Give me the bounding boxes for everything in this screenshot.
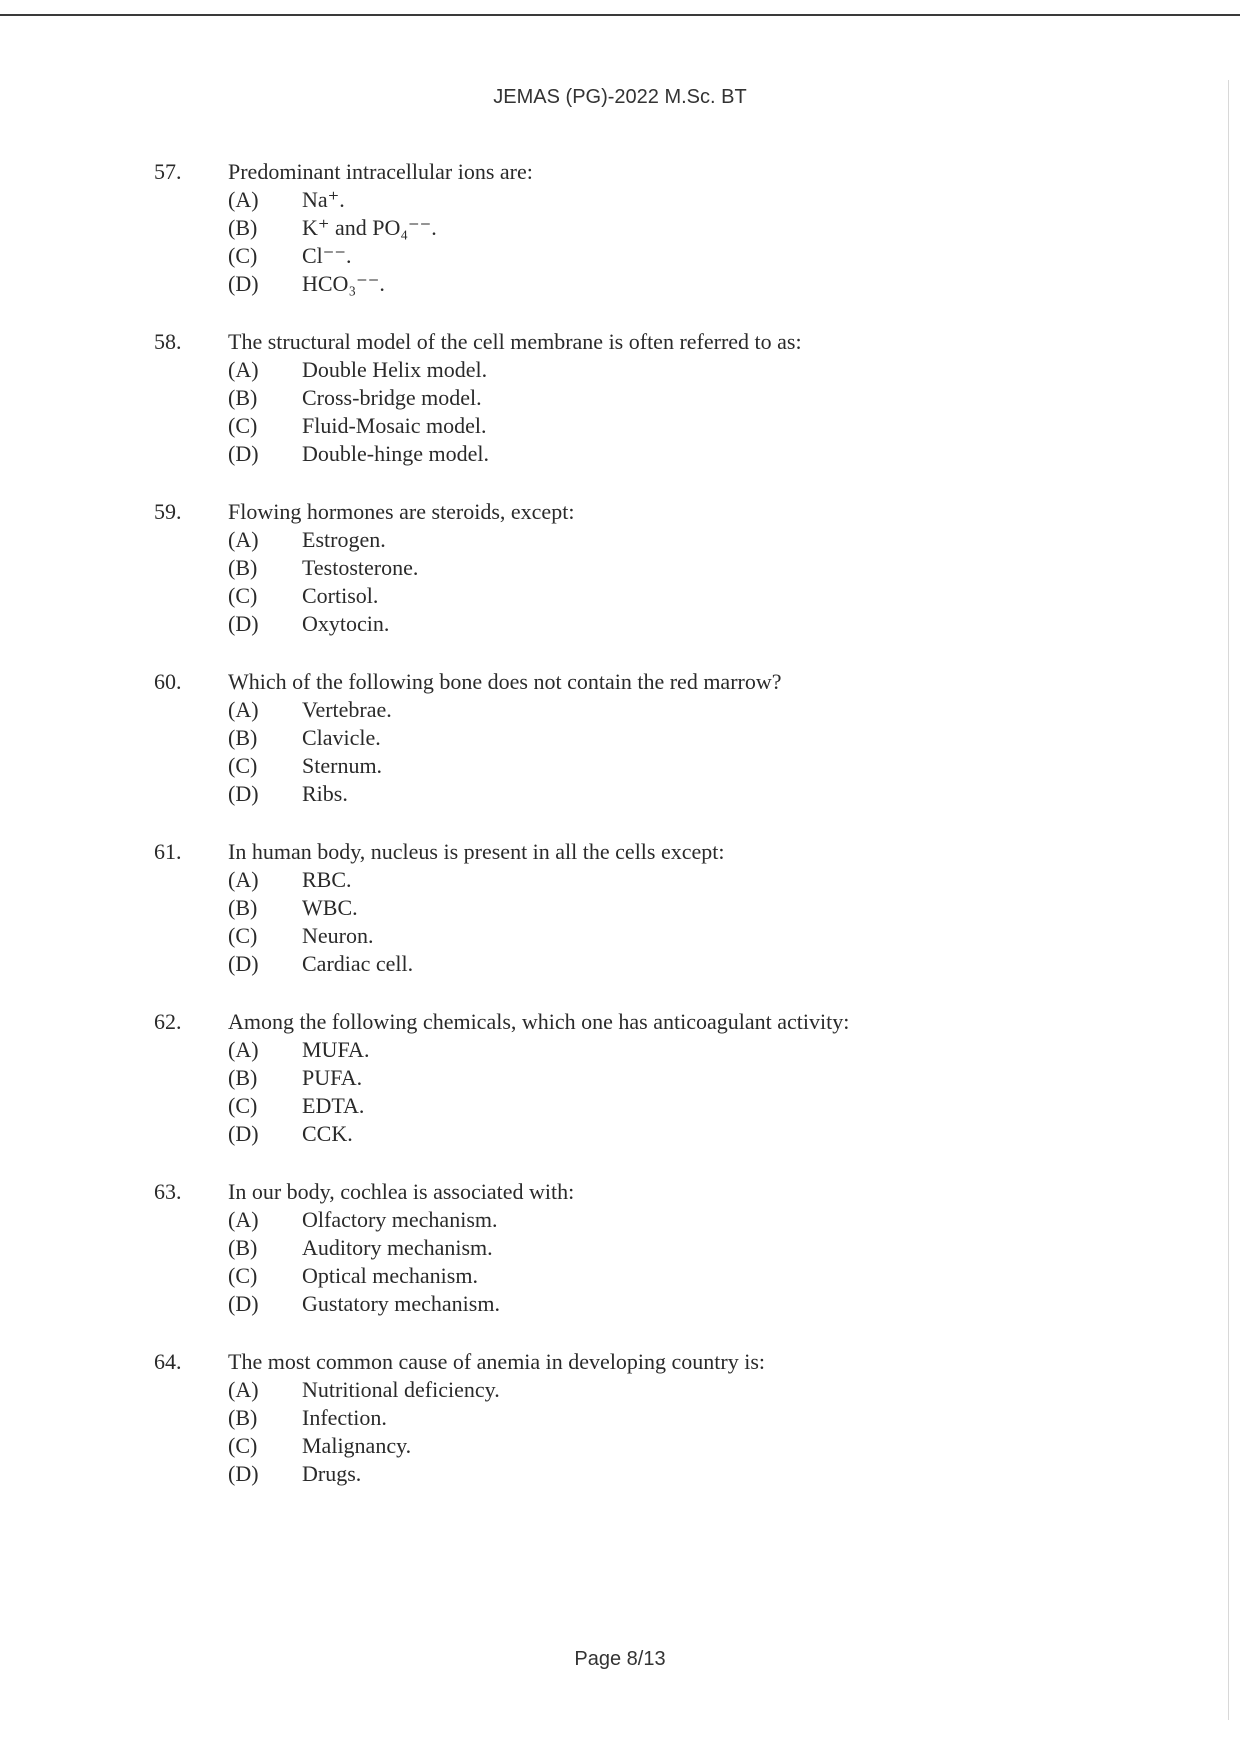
option-text: HCO₃⁻⁻.	[302, 271, 385, 296]
option-c	[0, 582, 1000, 610]
option-c	[0, 1092, 1000, 1120]
option-label: (D)	[228, 781, 259, 806]
option-label: (A)	[228, 867, 259, 892]
option-b	[0, 554, 1000, 582]
option-label: (D)	[228, 951, 259, 976]
option-text: Na⁺.	[302, 187, 345, 212]
option-label: (A)	[228, 1037, 259, 1062]
question-number: 57.	[154, 159, 182, 184]
option-text: Drugs.	[302, 1461, 362, 1486]
option-a	[0, 1206, 1000, 1234]
option-label: (C)	[228, 1263, 258, 1288]
option-label: (A)	[228, 1207, 259, 1232]
page-number: Page 8/13	[574, 1648, 666, 1670]
option-text: EDTA.	[302, 1093, 365, 1118]
option-text: Cortisol.	[302, 583, 379, 608]
option-text: Double Helix model.	[302, 357, 488, 382]
page-header: JEMAS (PG)-2022 M.Sc. BT	[493, 86, 747, 108]
option-b	[0, 214, 1000, 242]
option-text: RBC.	[302, 867, 352, 892]
option-text: Neuron.	[302, 923, 374, 948]
option-b	[0, 894, 1000, 922]
question-text: In human body, nucleus is present in all the cells except:	[228, 839, 725, 864]
option-label: (D)	[228, 441, 259, 466]
option-text: Double-hinge model.	[302, 441, 489, 466]
option-a	[0, 866, 1000, 894]
option-a	[0, 526, 1000, 554]
option-label: (A)	[228, 1377, 259, 1402]
option-label: (A)	[228, 697, 259, 722]
option-text: Auditory mechanism.	[302, 1235, 493, 1260]
option-text: Cl⁻⁻.	[302, 243, 352, 268]
option-label: (C)	[228, 1433, 258, 1458]
option-label: (A)	[228, 187, 259, 212]
option-label: (B)	[228, 1405, 258, 1430]
option-text: Sternum.	[302, 753, 383, 778]
option-label: (C)	[228, 923, 258, 948]
question-number: 63.	[154, 1179, 182, 1204]
option-label: (D)	[228, 1461, 259, 1486]
option-b	[0, 1404, 1000, 1432]
option-c	[0, 242, 1000, 270]
option-text: Malignancy.	[302, 1433, 412, 1458]
option-label: (C)	[228, 413, 258, 438]
question-text: Which of the following bone does not contain the red marrow?	[228, 669, 782, 694]
option-text: CCK.	[302, 1121, 353, 1146]
option-d	[0, 270, 1000, 298]
option-text: PUFA.	[302, 1065, 363, 1090]
option-d	[0, 610, 1000, 638]
question-number: 59.	[154, 499, 182, 524]
question-number: 61.	[154, 839, 182, 864]
option-label: (B)	[228, 555, 258, 580]
option-text: Gustatory mechanism.	[302, 1291, 500, 1316]
option-label: (B)	[228, 385, 258, 410]
option-label: (B)	[228, 1235, 258, 1260]
option-c	[0, 1432, 1000, 1460]
option-a	[0, 696, 1000, 724]
option-label: (C)	[228, 1093, 258, 1118]
option-c	[0, 752, 1000, 780]
option-text: Olfactory mechanism.	[302, 1207, 498, 1232]
question-text: Predominant intracellular ions are:	[228, 159, 533, 184]
option-label: (A)	[228, 357, 259, 382]
option-label: (D)	[228, 1291, 259, 1316]
option-text: Testosterone.	[302, 555, 419, 580]
option-text: WBC.	[302, 895, 358, 920]
option-label: (D)	[228, 1121, 259, 1146]
option-a	[0, 356, 1000, 384]
option-b	[0, 384, 1000, 412]
option-text: Nutritional deficiency.	[302, 1377, 500, 1402]
option-a	[0, 1376, 1000, 1404]
option-text: Infection.	[302, 1405, 387, 1430]
option-text: K⁺ and PO₄⁻⁻.	[302, 215, 437, 240]
option-label: (B)	[228, 215, 258, 240]
option-text: Cross-bridge model.	[302, 385, 482, 410]
option-label: (A)	[228, 527, 259, 552]
option-label: (B)	[228, 895, 258, 920]
option-c	[0, 922, 1000, 950]
question-text: Among the following chemicals, which one has anticoagulant activity:	[228, 1009, 850, 1034]
option-b	[0, 1234, 1000, 1262]
option-label: (C)	[228, 243, 258, 268]
option-label: (D)	[228, 271, 259, 296]
option-label: (C)	[228, 583, 258, 608]
option-text: Optical mechanism.	[302, 1263, 478, 1288]
option-text: Cardiac cell.	[302, 951, 414, 976]
option-b	[0, 724, 1000, 752]
option-a	[0, 186, 1000, 214]
option-text: Vertebrae.	[302, 697, 392, 722]
option-text: Estrogen.	[302, 527, 386, 552]
question-number: 58.	[154, 329, 182, 354]
question-text: Flowing hormones are steroids, except:	[228, 499, 575, 524]
option-c	[0, 412, 1000, 440]
option-text: Ribs.	[302, 781, 348, 806]
option-d	[0, 1460, 1000, 1488]
option-d	[0, 1120, 1000, 1148]
question-number: 62.	[154, 1009, 182, 1034]
option-label: (C)	[228, 753, 258, 778]
option-label: (B)	[228, 725, 258, 750]
option-a	[0, 1036, 1000, 1064]
option-text: Fluid-Mosaic model.	[302, 413, 487, 438]
option-label: (D)	[228, 611, 259, 636]
option-d	[0, 950, 1000, 978]
option-d	[0, 1290, 1000, 1318]
question-number: 60.	[154, 669, 182, 694]
question-text: The structural model of the cell membrane is often referred to as:	[228, 329, 802, 354]
option-text: Oxytocin.	[302, 611, 390, 636]
question-number: 64.	[154, 1349, 182, 1374]
option-d	[0, 440, 1000, 468]
option-d	[0, 780, 1000, 808]
question-text: The most common cause of anemia in developing country is:	[228, 1349, 766, 1374]
option-text: MUFA.	[302, 1037, 370, 1062]
question-text: In our body, cochlea is associated with:	[228, 1179, 575, 1204]
option-label: (B)	[228, 1065, 258, 1090]
option-c	[0, 1262, 1000, 1290]
page-edge-line	[1228, 80, 1229, 1720]
option-text: Clavicle.	[302, 725, 381, 750]
option-b	[0, 1064, 1000, 1092]
top-rule	[0, 14, 1240, 16]
